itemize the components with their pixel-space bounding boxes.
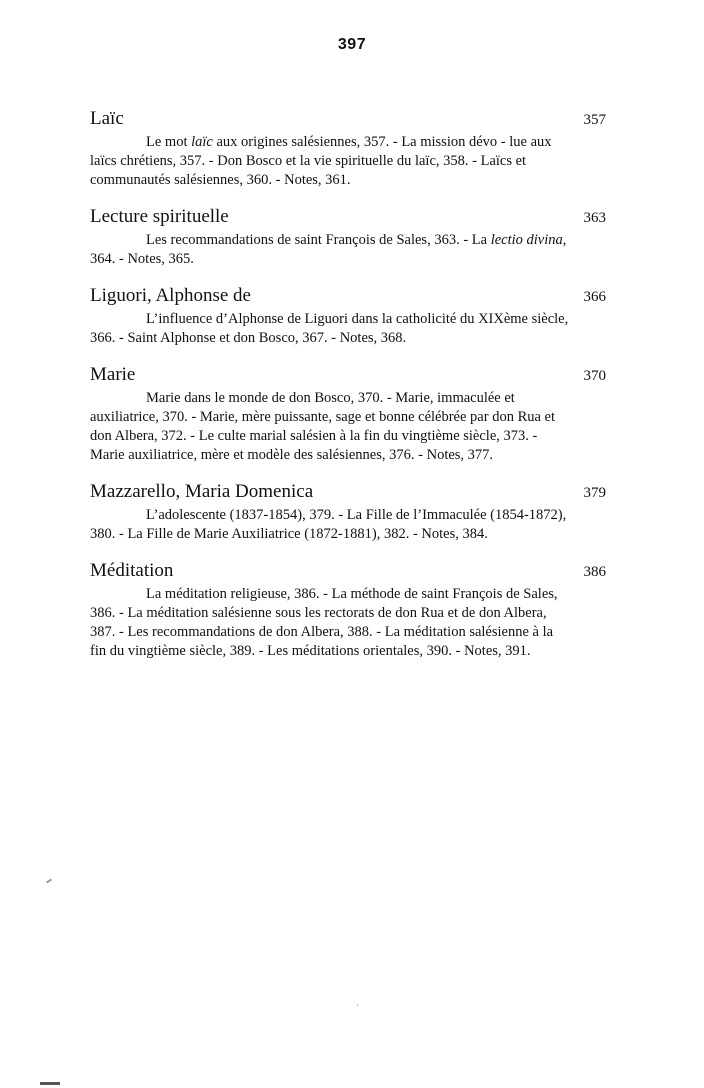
- entry-summary: [90, 133, 570, 190]
- summary-italic-term: laïc: [191, 134, 213, 150]
- table-of-contents: [90, 108, 606, 677]
- summary-text: L’adolescente (1837-1854), 379. - La Fille de l’Immaculée (1854-1872), 380. - La Fille de Marie Auxiliatrice (1872-1881), 382. - Notes, 384.: [90, 507, 567, 542]
- entry-heading: [90, 206, 606, 229]
- entry-summary: [90, 310, 570, 348]
- entry-page-number: 357: [583, 112, 606, 128]
- summary-text: Marie dans le monde de don Bosco, 370. - Marie, immaculée et auxiliatrice, 370. - Marie, mère puissante, sage et bonne célébrée par don Rua et don Albera, 372. - Le culte marial salésien à la fin du vingtième siècle, 373. - Marie auxiliatrice, mère et modèle des salésiennes, 376. - Notes, 377.: [90, 390, 556, 463]
- toc-entry: [90, 364, 606, 465]
- entry-summary: [90, 231, 570, 269]
- entry-summary: [90, 506, 570, 544]
- toc-entry: [90, 285, 606, 348]
- toc-entry: [90, 206, 606, 269]
- summary-text: L’influence d’Alphonse de Liguori dans la catholicité du XIXème siècle, 366. - Saint Alphonse et don Bosco, 367. - Notes, 368.: [90, 311, 569, 346]
- page-number: 397: [337, 36, 367, 53]
- entry-title: Laïc: [90, 108, 124, 129]
- scan-speck: [40, 1082, 60, 1085]
- entry-heading: [90, 364, 606, 387]
- summary-text: , 364. - Notes, 365.: [90, 232, 567, 267]
- entry-title: Liguori, Alphonse de: [90, 285, 251, 306]
- scan-speck: [357, 1004, 358, 1006]
- scan-speck: [46, 878, 52, 883]
- summary-text: Les recommandations de saint François de Sales, 363. - La: [146, 232, 491, 248]
- entry-title: Méditation: [90, 560, 174, 581]
- entry-page-number: 379: [583, 485, 606, 501]
- entry-heading: [90, 481, 606, 504]
- toc-entry: [90, 481, 606, 544]
- entry-heading: [90, 285, 606, 308]
- summary-text: aux origines salésiennes, 357. - La mission dévo - lue aux laïcs chrétiens, 357. - Don Bosco et la vie spirituelle du laïc, 358. - Laïcs et communautés salésiennes, 360. - Notes, 361.: [90, 134, 552, 188]
- summary-text: La méditation religieuse, 386. - La méthode de saint François de Sales, 386. - La méditation salésienne sous les rectorats de don Rua et de don Albera, 387. - Les recommandations de don Albera, 388. - La méditation salésienne à la fin du vingtième siècle, 389. - Les méditations orientales, 390. - Notes, 391.: [90, 586, 558, 659]
- entry-summary: [90, 585, 570, 661]
- entry-page-number: 363: [583, 210, 606, 226]
- summary-italic-term: lectio divina: [490, 232, 563, 248]
- entry-page-number: 386: [583, 564, 606, 580]
- entry-summary: [90, 389, 570, 465]
- entry-heading: [90, 108, 606, 131]
- entry-heading: [90, 560, 606, 583]
- toc-entry: [90, 108, 606, 190]
- entry-title: Lecture spirituelle: [90, 206, 229, 227]
- entry-title: Mazzarello, Maria Domenica: [90, 481, 314, 502]
- entry-page-number: 370: [583, 368, 606, 384]
- summary-text: Le mot: [146, 134, 192, 150]
- entry-page-number: 366: [583, 289, 606, 305]
- entry-title: Marie: [90, 364, 136, 385]
- toc-entry: [90, 560, 606, 661]
